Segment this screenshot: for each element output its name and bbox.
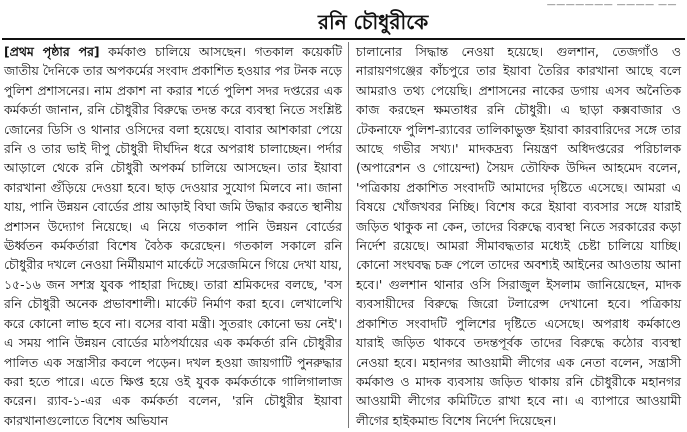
article-left-column xyxy=(4,42,342,430)
headline-rule xyxy=(2,38,685,40)
left-column-text: কর্মকাণ্ড চালিয়ে আসছেন। গতকাল কয়েকটি জাতীয় দৈনিকে তার অপকর্মের সংবাদ প্রকাশিত হওয়ার পর টনক নড়ে পুলিশ প্রশাসনের। নাম প্রকাশ না করার শর্তে পুলিশ সদর দপ্তরের এক কর্মকর্তা জানান, রনি চৌধুরীর বিরুদ্ধে তদন্ত করে ব্যবস্থা নিতে সংশ্লিষ্ট জোনের ডিসি ও থানার ওসিদের বলা হয়েছে। বাবার আশকারা পেয়ে রনি ও তার ভাই দীপু চৌধুরী দীর্ঘদিন ধরে অপরাধ চালাচ্ছেন। পর্দার আড়ালে থেকে রনি চৌধুরী অপকর্ম চালিয়ে আসছেন। তার ইয়াবা কারখানা গুঁড়িয়ে দেওয়া হবে। ছাড় দেওয়ার সুযোগ মিলবে না। জানা যায়, পানি উন্নয়ন বোর্ডের প্রায় আড়াই বিঘা জমি উদ্ধার করতে স্থানীয় প্রশাসন উদ্যোগ নিয়েছে। এ নিয়ে গতকাল পানি উন্নয়ন বোর্ডের ঊর্ধ্বতন কর্মকর্তারা বিশেষ বৈঠক করেছেন। গতকাল সকালে রনি চৌধুরীর দখলে নেওয়া নির্মীয়মাণ মার্কেটে সরেজমিনে গিয়ে দেখা যায়, ১৫-১৬ জন সশস্ত্র যুবক পাহারা দিচ্ছে। তারা শ্রমিকদের বলছে, 'বস রনি চৌধুরী অনেক প্রভাবশালী। মার্কেট নির্মাণ করা হবে। লেখালেখি করে কোনো লাভ হবে না। বসের বাবা মন্ত্রী। সুতরাং কোনো ভয় নেই'। এ সময় পানি উন্নয়ন বোর্ডের মাঠপর্যায়ের এক কর্মকর্তা রনি চৌধুরীর পালিত এক সন্ত্রাসীর কবলে পড়েন। দখল হওয়া জায়গাটি পুনরুদ্ধার করা হতে পারে। এতে ক্ষিপ্ত হয়ে ওই যুবক কর্মকর্তাকে গালিগালাজ করেন। র‍্যাব-১-এর এক কর্মকর্তা বলেন, 'রনি চৌধুরীর ইয়াবা কারখানাগুলোতে বিশেষ অভিযান xyxy=(4,44,342,428)
page-top-note: ——————— ———— —— xyxy=(546,0,677,10)
article-headline: রনি চৌধুরীকে xyxy=(318,10,429,34)
article-right-column xyxy=(356,42,681,430)
left-column-paragraph xyxy=(4,42,342,430)
right-column-text: চালানোর সিদ্ধান্ত নেওয়া হয়েছে। গুলশান, তেজগাঁও ও নারায়ণগঞ্জের কাঁচপুরে তার ইয়াবা তৈরির কারখানা আছে বলে আমরাও তথ্য পেয়েছি। প্রশাসনের নাকের ডগায় এসব অনৈতিক কাজ করছেন ক্ষমতাধর রনি চৌধুরী। এ ছাড়া কক্সবাজার ও টেকনাফে পুলিশ-র‍্যাবের তালিকাভুক্ত ইয়াবা কারবারিদের সঙ্গে তার আছে গভীর সখ্য।' মাদকদ্রব্য নিয়ন্ত্রণ অধিদপ্তরের পরিচালক (অপারেশন ও গোয়েন্দা) সৈয়দ তৌফিক উদ্দিন আহমেদ বলেন, 'পত্রিকায় প্রকাশিত সংবাদটি আমাদের দৃষ্টিতে এসেছে। আমরা এ বিষয়ে খোঁজখবর নিচ্ছি। বিশেষ করে ইয়াবা ব্যবসার সঙ্গে যারাই জড়িত থাকুক না কেন, তাদের বিরুদ্ধে ব্যবস্থা নিতে সরকারের কড়া নির্দেশ রয়েছে। আমরা সীমাবদ্ধতার মধ্যেই চেষ্টা চালিয়ে যাচ্ছি। কোনো সংঘবদ্ধ চক্র পেলে তাদের অবশ্যই আইনের আওতায় আনা হবে।' গুলশান থানার ওসি সিরাজুল ইসলাম জানিয়েছেন, মাদক ব্যবসায়ীদের বিরুদ্ধে জিরো টলারেন্স দেখানো হবে। পত্রিকায় প্রকাশিত সংবাদটি পুলিশের দৃষ্টিতে এসেছে। অপরাধ কর্মকাণ্ডে যারাই জড়িত থাকবে তদন্তপূর্বক তাদের বিরুদ্ধে কঠোর ব্যবস্থা নেওয়া হবে। মহানগর আওয়ামী লীগের এক নেতা বলেন, সন্ত্রাসী কর্মকাণ্ড ও মাদক ব্যবসায় জড়িত থাকায় রনি চৌধুরীকে মহানগর আওয়ামী লীগের কমিটিতে রাখা হবে না। এ ব্যাপারে আওয়ামী লীগের হাইকমান্ড বিশেষ নির্দেশ দিয়েছেন। xyxy=(356,44,681,428)
column-divider xyxy=(348,42,349,428)
continuation-reference: [প্রথম পৃষ্ঠার পর] xyxy=(4,44,100,59)
